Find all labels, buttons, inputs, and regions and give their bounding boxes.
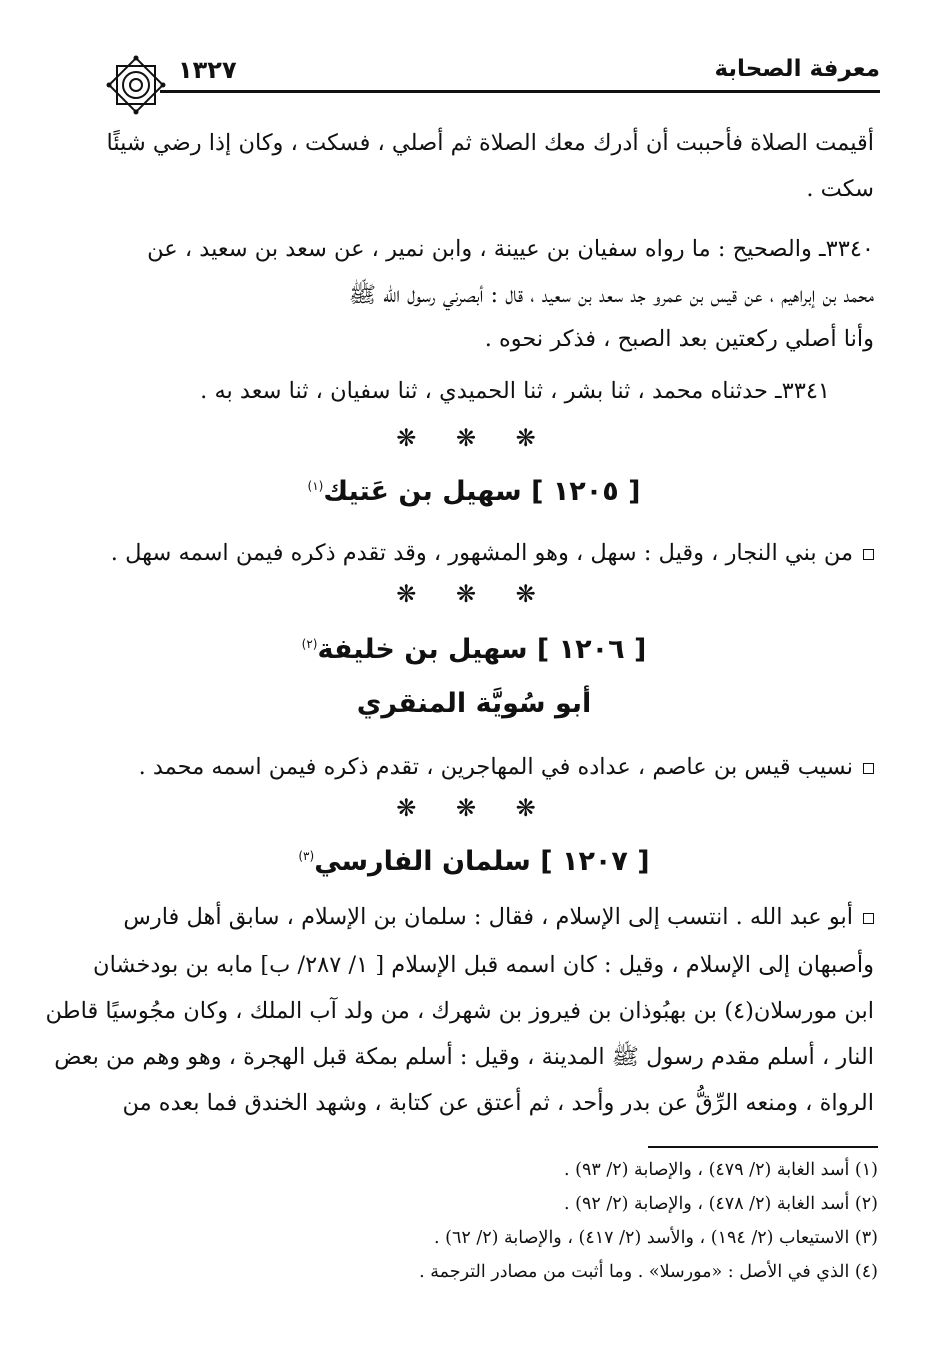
entry-1206-subtitle: أبو سُويَّة المنقري [356,688,592,719]
entry-title: [ ١٢٠٧ ] سلمان الفارسي [314,846,650,877]
entry-1207-heading [0,846,948,877]
running-header-title: معرفة الصحابة [714,56,880,82]
entry-1207-line: ابن مورسلان(٤) بن بهبُوذان بن فيروز بن شهرك ، من ولد آب الملك ، وكان مجُوسيًا قاطن [45,998,874,1024]
section-divider: ❋ ❋ ❋ [396,794,552,822]
hadith-3340-line: محمد بن إبراهيم ، عن قيس بن عمرو جد سعد بن سعيد ، قال : أبصرني رسول الله ﷺ [348,282,874,308]
entry-1206-heading [0,634,948,665]
entry-text: من بني النجار ، وقيل : سهل ، وهو المشهور ، وقد تقدم ذكره فيمن اسمه سهل . [110,540,853,566]
footnote-rule [648,1146,878,1148]
hadith-3341-line: ٣٣٤١ـ حدثناه محمد ، ثنا بشر ، ثنا الحميدي ، ثنا سفيان ، ثنا سعد به . [200,378,830,404]
text-line: أقيمت الصلاة فأحببت أن أدرك معك الصلاة ثم أصلي ، فسكت ، وكان إذا رضي شيئًا [106,130,874,156]
text-line: سكت . [806,176,874,202]
entry-1205-text [111,540,874,566]
footnote: (٢) أسد الغابة (٢/ ٤٧٨) ، والإصابة (٢/ ٩٢) . [564,1194,878,1214]
entry-1207-line [108,904,874,930]
header-rule [160,90,880,93]
hadith-3340-line: وأنا أصلي ركعتين بعد الصبح ، فذكر نحوه . [484,326,874,352]
section-divider: ❋ ❋ ❋ [396,580,552,608]
star-ornament-icon [103,52,169,118]
entry-1207-line: النار ، أسلم مقدم رسول ﷺ المدينة ، وقيل : أسلم بمكة قبل الهجرة ، وهو وهم من بعض [54,1044,874,1070]
entry-1206-text [139,754,874,780]
entry-title: [ ١٢٠٥ ] سهيل بن عَتيك [323,476,641,507]
entry-title: [ ١٢٠٦ ] سهيل بن خليفة [317,634,647,665]
footnote-ref: (٢) [301,637,318,651]
footnote: (١) أسد الغابة (٢/ ٤٧٩) ، والإصابة (٢/ ٩٣) . [564,1160,878,1180]
footnote-ref: (١) [307,479,324,493]
entry-1207-line: الرواة ، ومنعه الرِّقُّ عن بدر وأحد ، ثم أعتق عن كتابة ، وشهد الخندق فما بعده من [122,1090,874,1116]
footnote: (٤) الذي في الأصل : «مورسلا» . وما أثبت من مصادر الترجمة . [419,1262,878,1282]
footnote-ref: (٣) [298,849,315,863]
entry-1205-heading [0,476,948,507]
section-divider: ❋ ❋ ❋ [396,424,552,452]
page-number: ١٣٢٧ [178,56,237,84]
square-bullet-icon [863,913,874,924]
entry-text: أبو عبد الله . انتسب إلى الإسلام ، فقال : سلمان بن الإسلام ، سابق أهل فارس [123,904,853,930]
entry-1207-line: وأصبهان إلى الإسلام ، وقيل : كان اسمه قبل الإسلام [ ١/ ٢٨٧/ ب] مابه بن بودخشان [93,952,874,978]
square-bullet-icon [863,549,874,560]
entry-text: نسيب قيس بن عاصم ، عداده في المهاجرين ، تقدم ذكره فيمن اسمه محمد . [138,754,853,780]
hadith-3340-line: ٣٣٤٠ـ والصحيح : ما رواه سفيان بن عيينة ، وابن نمير ، عن سعد بن سعيد ، عن [147,236,874,262]
square-bullet-icon [863,763,874,774]
footnote: (٣) الاستيعاب (٢/ ١٩٤) ، والأسد (٢/ ٤١٧) ، والإصابة (٢/ ٦٢) . [433,1228,878,1248]
